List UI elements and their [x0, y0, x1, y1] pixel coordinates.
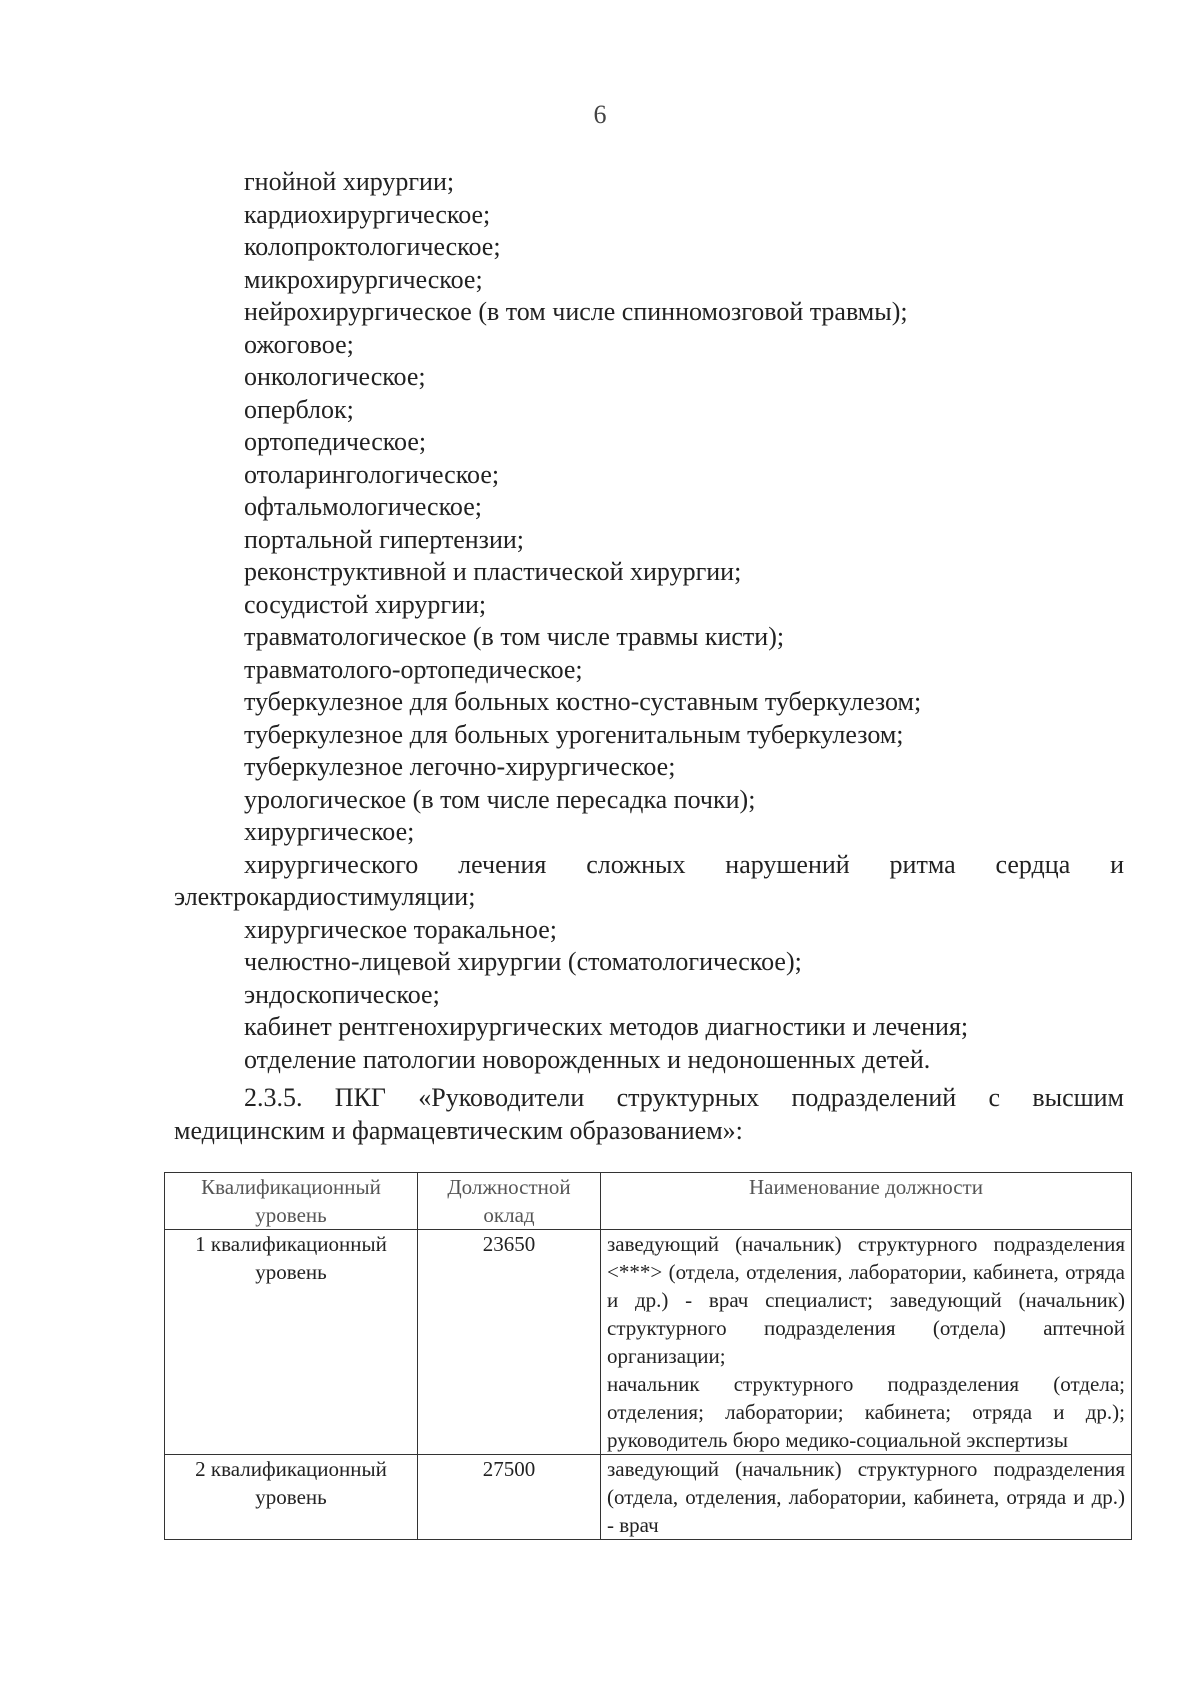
qualification-level-cell: 1 квалификационный уровень: [165, 1230, 418, 1455]
list-item: отделение патологии новорожденных и недоношенных детей.: [244, 1044, 931, 1074]
list-item: кабинет рентгенохирургических методов диагностики и лечения;: [244, 1012, 969, 1041]
list-item: травматолого-ортопедическое;: [244, 654, 583, 684]
list-item: туберкулезное для больных костно-суставным туберкулезом;: [244, 687, 922, 716]
position-text: заведующий (начальник) структурного подразделения <***> (отдела, отделения, лаборатории, кабинета, отряда и др.) - врач специалист; заведующий (начальник) структурного подразделения (отдела) аптечной организации;: [607, 1232, 1125, 1368]
list-item: травматологическое (в том числе травмы кисти);: [244, 622, 785, 651]
department-list: [174, 166, 1124, 1076]
list-item: туберкулезное для больных урогенитальным туберкулезом;: [244, 719, 904, 749]
list-item: туберкулезное легочно-хирургическое;: [244, 752, 676, 781]
list-item: кардиохирургическое;: [244, 199, 491, 229]
list-item: гнойной хирургии;: [244, 167, 455, 196]
list-item: хирургическое;: [244, 817, 415, 846]
position-text: начальник структурного подразделения (отдела; отделения; лаборатории; кабинета; отряда и др.); руководитель бюро медико-социальной экспертизы: [607, 1372, 1125, 1452]
list-item: урологическое (в том числе пересадка почки);: [244, 784, 756, 814]
table-row: [165, 1455, 1132, 1540]
table-header-row: [165, 1173, 1132, 1230]
list-item: отоларингологическое;: [244, 459, 500, 489]
list-item: эндоскопическое;: [244, 979, 440, 1009]
list-item: реконструктивной и пластической хирургии;: [244, 557, 742, 586]
section-paragraph: 2.3.5. ПКГ «Руководители структурных подразделений с высшим медицинским и фармацевтическим образованием»:: [174, 1083, 1124, 1145]
positions-table: [164, 1172, 1132, 1540]
list-item: онкологическое;: [244, 362, 426, 391]
list-item: челюстно-лицевой хирургии (стоматологическое);: [244, 947, 802, 976]
list-item: офтальмологическое;: [244, 492, 482, 521]
list-item: хирургическое торакальное;: [244, 914, 558, 944]
list-item: ортопедическое;: [244, 427, 427, 456]
list-item: ожоговое;: [244, 329, 354, 359]
page-number: 6: [593, 100, 607, 129]
list-item: хирургического лечения сложных нарушений ритма сердца и электрокардиостимуляции;: [174, 849, 1124, 911]
salary-cell: 27500: [418, 1455, 601, 1540]
list-item: оперблок;: [244, 394, 354, 424]
list-item: колопроктологическое;: [244, 232, 501, 261]
list-item: нейрохирургическое (в том числе спинномозговой травмы);: [244, 297, 908, 326]
list-item: сосудистой хирургии;: [244, 589, 487, 619]
list-item: микрохирургическое;: [244, 264, 483, 294]
salary-cell: 23650: [418, 1230, 601, 1455]
qualification-level-cell: 2 квалификационный уровень: [165, 1455, 418, 1540]
position-text: заведующий (начальник) структурного подразделения (отдела, отделения, лаборатории, кабинета, отряда и др.) - врач: [607, 1457, 1125, 1537]
header-qualification-level: Квалификационный уровень: [165, 1173, 418, 1230]
positions-cell: [601, 1455, 1132, 1540]
list-item: портальной гипертензии;: [244, 524, 525, 554]
positions-cell: [601, 1230, 1132, 1455]
header-position-name: Наименование должности: [601, 1173, 1132, 1230]
table-row: [165, 1230, 1132, 1455]
header-salary: Должностной оклад: [418, 1173, 601, 1230]
